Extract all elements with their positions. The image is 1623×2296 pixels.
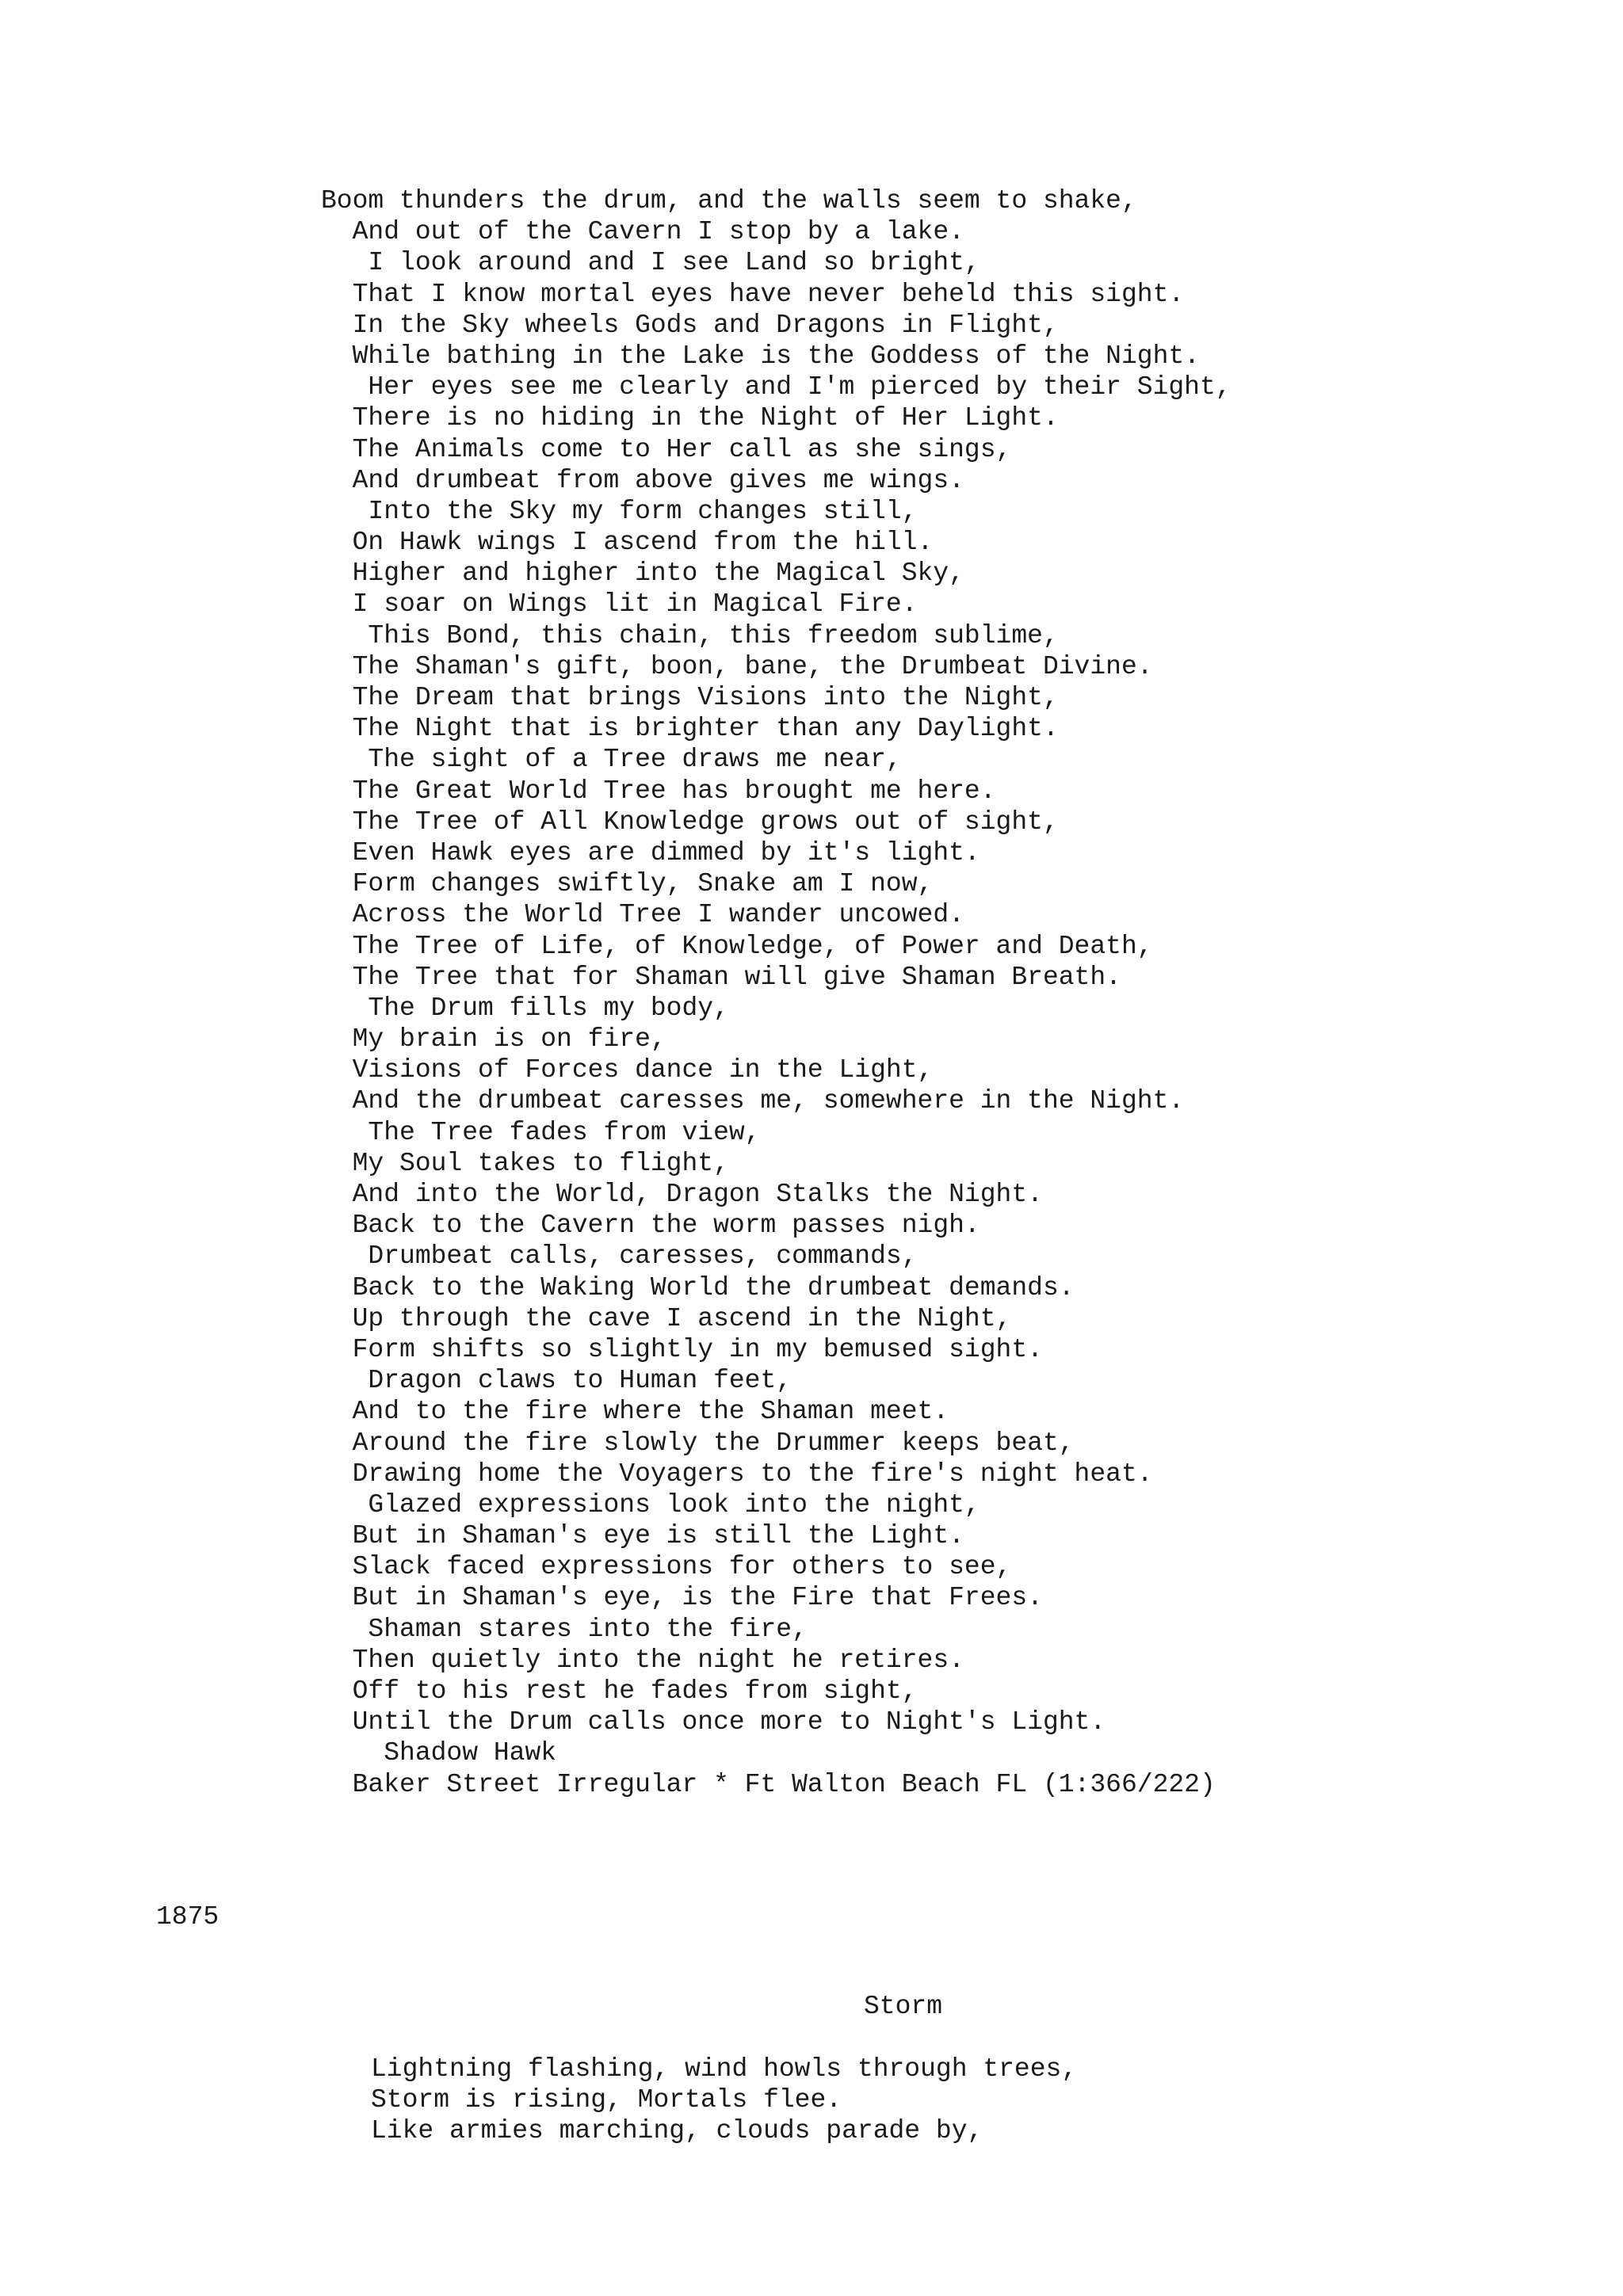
poem-storm — [371, 2054, 1077, 2147]
poem-line: There is no hiding in the Night of Her Light. — [321, 403, 1059, 433]
poem-line: Shaman stares into the fire, — [321, 1614, 808, 1644]
poem-line: On Hawk wings I ascend from the hill. — [321, 528, 934, 558]
poem-line: Until the Drum calls once more to Night's Light. — [321, 1707, 1106, 1737]
poem-line: Then quietly into the night he retires. — [321, 1645, 964, 1675]
poem-line: But in Shaman's eye, is the Fire that Frees. — [321, 1583, 1043, 1613]
poem-line: Visions of Forces dance in the Light, — [321, 1055, 934, 1085]
poem-line: The Animals come to Her call as she sings, — [321, 434, 1012, 464]
poem-line: Her eyes see me clearly and I'm pierced by their Sight, — [321, 372, 1232, 402]
poem-line: The Drum fills my body, — [321, 993, 729, 1023]
poem-line: Form shifts so slightly in my bemused sight. — [321, 1334, 1043, 1364]
poem-line: The Shaman's gift, boon, bane, the Drumbeat Divine. — [321, 651, 1153, 681]
poem-line: Dragon claws to Human feet, — [321, 1366, 792, 1396]
poem-line: And drumbeat from above gives me wings. — [321, 465, 964, 495]
poem-line: The Great World Tree has brought me here. — [321, 776, 996, 806]
poem-line: The sight of a Tree draws me near, — [321, 745, 902, 775]
poem-line: And to the fire where the Shaman meet. — [321, 1397, 949, 1427]
poem-line: Drawing home the Voyagers to the fire's night heat. — [321, 1459, 1153, 1489]
poem-line: While bathing in the Lake is the Goddess of the Night. — [321, 341, 1200, 371]
poem-line: Slack faced expressions for others to see, — [321, 1552, 1012, 1582]
poem-line: Even Hawk eyes are dimmed by it's light. — [321, 837, 980, 868]
poem-line: Around the fire slowly the Drummer keeps beat, — [321, 1428, 1075, 1458]
poem-line: And the drumbeat caresses me, somewhere in the Night. — [321, 1086, 1185, 1116]
poem-line: And out of the Cavern I stop by a lake. — [321, 217, 964, 247]
poem-line: My brain is on fire, — [321, 1024, 666, 1055]
poem-author: Shadow Hawk — [321, 1738, 557, 1768]
poem-line: My Soul takes to flight, — [321, 1148, 729, 1178]
poem-line: Lightning flashing, wind howls through trees, — [371, 2054, 1078, 2084]
poem-line: Back to the Waking World the drumbeat demands. — [321, 1272, 1075, 1302]
poem-line: Into the Sky my form changes still, — [321, 496, 918, 526]
poem-line: Up through the cave I ascend in the Night, — [321, 1303, 1012, 1333]
poem-line: Glazed expressions look into the night, — [321, 1489, 980, 1520]
poem-line: That I know mortal eyes have never beheld this sight. — [321, 279, 1185, 309]
poem-line: Form changes swiftly, Snake am I now, — [321, 869, 934, 899]
page-number: 1875 — [156, 1902, 220, 1932]
poem-line: I soar on Wings lit in Magical Fire. — [321, 589, 918, 620]
poem-shaman — [321, 185, 1232, 1800]
poem-line: The Tree of All Knowledge grows out of sight, — [321, 807, 1059, 837]
poem-line: Off to his rest he fades from sight, — [321, 1676, 918, 1706]
poem-line: Drumbeat calls, caresses, commands, — [321, 1241, 918, 1272]
poem-line: The Tree of Life, of Knowledge, of Power and Death, — [321, 931, 1153, 961]
poem-line: I look around and I see Land so bright, — [321, 248, 980, 278]
poem-title: Storm — [864, 1992, 943, 2021]
poem-line: In the Sky wheels Gods and Dragons in Flight, — [321, 310, 1059, 340]
poem-line: Across the World Tree I wander uncowed. — [321, 900, 964, 930]
poem-line: The Night that is brighter than any Daylight. — [321, 714, 1059, 744]
poem-signature: Baker Street Irregular * Ft Walton Beach FL (1:366/222) — [321, 1769, 1216, 1799]
poem-line: This Bond, this chain, this freedom sublime, — [321, 620, 1059, 650]
poem-line: Boom thunders the drum, and the walls seem to shake, — [321, 186, 1137, 215]
poem-line: Higher and higher into the Magical Sky, — [321, 559, 964, 589]
poem-line: But in Shaman's eye is still the Light. — [321, 1521, 964, 1551]
poem-line: The Dream that brings Visions into the Night, — [321, 683, 1059, 712]
poem-line: The Tree that for Shaman will give Shaman Breath. — [321, 962, 1121, 992]
poem-line: And into the World, Dragon Stalks the Night. — [321, 1180, 1043, 1209]
poem-line: Like armies marching, clouds parade by, — [371, 2116, 983, 2146]
poem-line: Back to the Cavern the worm passes nigh. — [321, 1211, 980, 1241]
poem-line: The Tree fades from view, — [321, 1117, 761, 1147]
poem-line: Storm is rising, Mortals flee. — [371, 2085, 842, 2115]
